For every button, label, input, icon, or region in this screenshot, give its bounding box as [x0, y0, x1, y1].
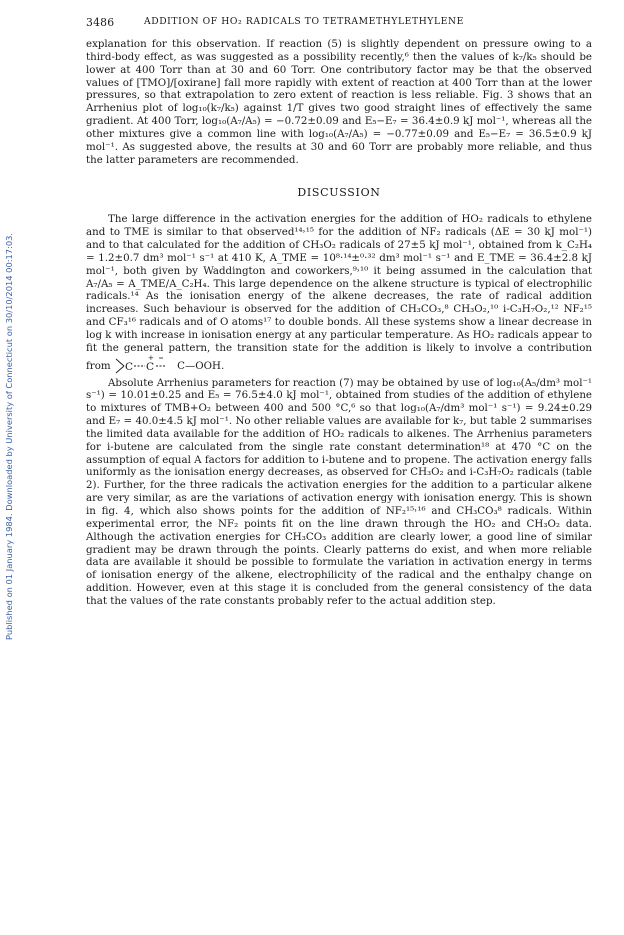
publication-sidebar-text[interactable]: Published on 01 January 1984. Downloaded by University of Connecticut on 30/10/2014 00:17:03. — [4, 232, 14, 640]
article-body — [86, 38, 592, 608]
svg-text:C: C — [145, 360, 154, 373]
paragraph-discussion-1-text: The large difference in the activation energies for the addition of HO₂ radicals to ethylene and to TME is similar to that observed¹⁴˒¹⁵ for the addition of NF₂ radicals (ΔE = 30 kJ mol⁻¹) and to that calculated for the addition of CH₃O₂ radicals of 27±5 kJ mol⁻¹, obtained from k_C₂H₄ = 1.2±0.7 dm³ mol⁻¹ s⁻¹ at 410 K, A_TME = 10⁸·¹⁴±⁰·³² dm³ mol⁻¹ s⁻¹ and E_TME = 36.4±2.8 kJ mol⁻¹, both given by Waddington and coworkers,⁹˒¹⁰ it being assumed in the calculation that A₇/A₅ = A_TME/A_C₂H₄. This large dependence on the alkene structure is typical of electrophilic radicals.¹⁴ As the ionisation energy of the alkene decreases, the rate of radical addition increases. Such behaviour is observed for the addition of CH₃CO₃,⁸ CH₃O₂,¹⁰ i-C₃H₇O₂,¹² NF₂¹⁵ and CF₃¹⁶ radicals and of O atoms¹⁷ to double bonds. All these systems show a linear decrease in log k with increase in ionisation energy at any particular temperature. As HO₂ radicals appear to fit the general pattern, the transition state for the addition is likely to involve a contribution from — [86, 213, 592, 372]
paragraph-discussion-1 — [86, 213, 592, 376]
svg-text:+: + — [147, 354, 154, 362]
publication-sidebar — [4, 80, 18, 640]
svg-text:C: C — [124, 360, 133, 373]
paragraph-discussion-2: Absolute Arrhenius parameters for reaction (7) may be obtained by use of log₁₀(A₅/dm³ mol⁻¹ s⁻¹) = 10.01±0.25 and E₅ = 76.5±4.0 kJ mol⁻¹, obtained from studies of the addition of ethylene to mixtures of TMB+O₂ between 400 and 500 °C,⁶ so that log₁₀(A₇/dm³ mol⁻¹ s⁻¹) = 9.24±0.29 and E₇ = 40.0±4.5 kJ mol⁻¹. No other reliable values are available for k₇, but table 2 summarises the limited data available for the addition of HO₂ radicals to alkenes. The Arrhenius parameters for i-butene are calculated from the single rate constant determination¹⁸ at 470 °C on the assumption of equal A factors for addition to i-butene and to propene. The activation energy falls uniformly as the ionisation energy decreases, as observed for CH₃O₂ and i-C₃H₇O₂ radicals (table 2). Further, for the three radicals the activation energies for the addition to a particular alkene are very similar, as are the variations of activation energy with ionisation energy. This is shown in fig. 4, which also shows points for the addition of NF₂¹⁵˒¹⁶ and CH₃CO₃⁸ radicals. Within experimental error, the NF₂ points fit on the line drawn through the HO₂ and CH₃O₂ data. Although the activation energies for CH₃CO₃ addition are clearly lower, a good line of similar gradient may be drawn through the points. Clearly patterns do exist, and when more reliable data are available it should be possible to formulate the variation in activation energy in terms of ionisation energy of the alkene, electrophilicity of the radical and the enthalpy change on addition. However, even at this stage it is concluded from the general consistency of the data that the values of the rate constants probably refer to the actual addition step. — [86, 376, 592, 607]
page-number: 3486 — [86, 16, 115, 29]
running-header — [86, 16, 588, 32]
running-title: ADDITION OF HO₂ RADICALS TO TETRAMETHYLETHYLENE — [144, 16, 464, 27]
section-heading: DISCUSSION — [297, 186, 381, 200]
alkene-radical-structure — [114, 355, 174, 377]
structure-suffix: C—OOH. — [177, 359, 225, 372]
paragraph-continuation: explanation for this observation. If reaction (5) is slightly dependent on pressure owing to a third-body effect, as was suggested as a possibility recently,⁶ then the values of k₇/k₅ should be lower at 400 Torr than at 30 and 60 Torr. One contributory factor may be that the observed values of [TMO]/[oxirane] fall more rapidly with extent of reaction at 400 Torr than at the lower pressures, so that extrapolation to zero extent of reaction is less reliable. Fig. 3 shows that an Arrhenius plot of log₁₀(k₇/k₅) against 1/T gives two good straight lines of effectively the same gradient. At 400 Torr, log₁₀(A₇/A₅) = −0.72±0.09 and E₅−E₇ = 36.4±0.9 kJ mol⁻¹, whereas all the other mixtures give a common line with log₁₀(A₇/A₅) = −0.77±0.09 and E₅−E₇ = 36.5±0.9 kJ mol⁻¹. As suggested above, the results at 30 and 60 Torr are probably more reliable, and thus the latter parameters are recommended. — [86, 38, 592, 166]
